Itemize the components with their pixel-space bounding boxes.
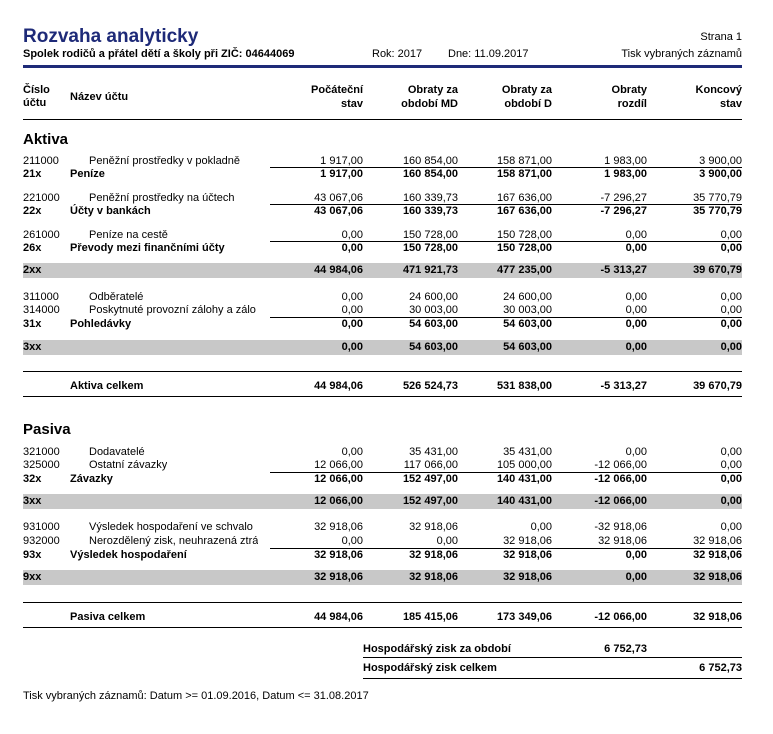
value-cell: 0,00 <box>720 291 742 303</box>
filter-footer: Tisk vybraných záznamů: Datum >= 01.09.2016, Datum <= 31.08.2017 <box>23 690 369 702</box>
value-cell: 160 339,73 <box>402 192 458 204</box>
value-cell: 0,00 <box>341 242 363 254</box>
account-name: Nerozdělený zisk, neuhrazená ztrá <box>89 535 259 547</box>
value-cell: -12 066,00 <box>594 495 647 507</box>
value-cell: 0,00 <box>625 318 647 330</box>
account-name: Výsledek hospodaření <box>70 549 187 561</box>
value-cell: 1 983,00 <box>604 155 647 167</box>
value-cell: 0,00 <box>720 521 742 533</box>
account-name: Peníze <box>70 168 105 180</box>
account-code: 314000 <box>23 304 60 316</box>
report-year: Rok: 2017 <box>372 48 423 60</box>
account-code: 221000 <box>23 192 60 204</box>
value-cell: 39 670,79 <box>693 264 742 276</box>
account-name: Peněžní prostředky v pokladně <box>89 155 241 167</box>
account-name: Pasiva celkem <box>70 611 146 623</box>
value-cell: 0,00 <box>341 341 363 353</box>
account-code: 325000 <box>23 459 60 471</box>
account-code: 321000 <box>23 446 60 458</box>
value-cell: 185 415,06 <box>402 611 458 623</box>
value-cell: 160 854,00 <box>402 168 458 180</box>
value-cell: 54 603,00 <box>409 318 458 330</box>
value-cell: 32 918,06 <box>503 535 552 547</box>
summary-rule <box>363 657 742 658</box>
profit-period-value: 6 752,73 <box>604 643 647 655</box>
value-cell: 43 067,06 <box>314 205 363 217</box>
account-name: Peníze na cestě <box>89 229 168 241</box>
value-cell: -12 066,00 <box>594 611 647 623</box>
profit-total-label: Hospodářský zisk celkem <box>363 662 497 674</box>
account-code: 9xx <box>23 571 42 583</box>
value-cell: -32 918,06 <box>594 521 647 533</box>
subtotal-rule <box>270 167 742 168</box>
value-cell: 32 918,06 <box>314 521 363 533</box>
value-cell: 32 918,06 <box>503 549 552 561</box>
value-cell: 3 900,00 <box>699 155 742 167</box>
value-cell: 0,00 <box>625 291 647 303</box>
value-cell: 0,00 <box>720 495 742 507</box>
col-closing-line2: stav <box>719 98 742 110</box>
col-turnover-d-line2: období D <box>504 98 552 110</box>
section-heading-aktiva: Aktiva <box>23 131 69 148</box>
print-mode: Tisk vybraných záznamů <box>621 48 742 60</box>
value-cell: 152 497,00 <box>402 473 458 485</box>
value-cell: 44 984,06 <box>314 264 363 276</box>
columns-rule <box>23 119 742 120</box>
subtotal-rule <box>270 317 742 318</box>
value-cell: 32 918,06 <box>693 611 742 623</box>
value-cell: 0,00 <box>530 521 552 533</box>
value-cell: 140 431,00 <box>496 473 552 485</box>
value-cell: 24 600,00 <box>503 291 552 303</box>
profit-total-value: 6 752,73 <box>699 662 742 674</box>
value-cell: 3 900,00 <box>699 168 742 180</box>
value-cell: 160 339,73 <box>402 205 458 217</box>
value-cell: 117 066,00 <box>403 459 458 471</box>
value-cell: 24 600,00 <box>409 291 458 303</box>
col-account-no-line1: Číslo <box>23 84 50 96</box>
section-heading-pasiva: Pasiva <box>23 421 71 438</box>
account-code: 31x <box>23 318 42 330</box>
account-code: 931000 <box>23 521 60 533</box>
value-cell: 0,00 <box>625 242 647 254</box>
value-cell: 0,00 <box>720 459 742 471</box>
value-cell: 167 636,00 <box>496 205 552 217</box>
value-cell: 526 524,73 <box>402 380 458 392</box>
value-cell: 12 066,00 <box>314 459 363 471</box>
value-cell: 1 917,00 <box>320 168 363 180</box>
value-cell: 32 918,06 <box>693 549 742 561</box>
value-cell: 160 854,00 <box>402 155 458 167</box>
value-cell: 0,00 <box>436 535 458 547</box>
value-cell: 0,00 <box>625 446 647 458</box>
value-cell: 32 918,06 <box>503 571 552 583</box>
account-code: 21x <box>23 168 42 180</box>
value-cell: 0,00 <box>341 291 363 303</box>
total-top-rule <box>23 371 742 372</box>
account-name: Závazky <box>70 473 113 485</box>
value-cell: 0,00 <box>625 229 647 241</box>
profit-period-label: Hospodářský zisk za období <box>363 643 511 655</box>
value-cell: 158 871,00 <box>496 155 552 167</box>
value-cell: 32 918,06 <box>598 535 647 547</box>
value-cell: 54 603,00 <box>409 341 458 353</box>
value-cell: 0,00 <box>625 571 647 583</box>
value-cell: 32 918,06 <box>409 549 458 561</box>
value-cell: -12 066,00 <box>594 473 647 485</box>
account-name: Účty v bankách <box>70 205 151 217</box>
value-cell: 0,00 <box>720 341 742 353</box>
total-bottom-rule <box>23 396 742 397</box>
value-cell: 0,00 <box>625 549 647 561</box>
value-cell: 0,00 <box>341 318 363 330</box>
value-cell: 32 918,06 <box>409 521 458 533</box>
value-cell: 105 000,00 <box>496 459 552 471</box>
total-bottom-rule <box>23 627 742 628</box>
account-code: 22x <box>23 205 42 217</box>
value-cell: 0,00 <box>341 446 363 458</box>
value-cell: 32 918,06 <box>693 535 742 547</box>
value-cell: 0,00 <box>625 341 647 353</box>
report-date: Dne: 11.09.2017 <box>448 48 529 60</box>
value-cell: 140 431,00 <box>496 495 552 507</box>
account-code: 2xx <box>23 264 42 276</box>
account-code: 311000 <box>23 291 59 303</box>
account-code: 932000 <box>23 535 60 547</box>
subtotal-rule <box>270 472 742 473</box>
header-rule <box>23 65 742 68</box>
value-cell: 12 066,00 <box>314 495 363 507</box>
account-name: Pohledávky <box>70 318 132 330</box>
value-cell: -5 313,27 <box>600 264 647 276</box>
account-code: 261000 <box>23 229 60 241</box>
report-title: Rozvaha analyticky <box>23 26 199 47</box>
account-name: Ostatní závazky <box>89 459 168 471</box>
account-code: 93x <box>23 549 42 561</box>
col-turnover-d-line1: Obraty za <box>501 84 552 96</box>
account-code: 3xx <box>23 495 42 507</box>
subtotal-rule <box>270 548 742 549</box>
value-cell: 44 984,06 <box>314 380 363 392</box>
value-cell: 0,00 <box>341 229 363 241</box>
value-cell: 32 918,06 <box>693 571 742 583</box>
value-cell: 0,00 <box>720 242 742 254</box>
account-name: Dodavatelé <box>89 446 145 458</box>
subtotal-rule <box>270 241 742 242</box>
page-number: Strana 1 <box>700 31 742 43</box>
value-cell: 152 497,00 <box>402 495 458 507</box>
col-account-name: Název účtu <box>70 91 129 103</box>
value-cell: 471 921,73 <box>402 264 458 276</box>
value-cell: 0,00 <box>341 535 363 547</box>
value-cell: 0,00 <box>341 304 363 316</box>
value-cell: 0,00 <box>720 446 742 458</box>
col-turnover-md-line2: období MD <box>401 98 458 110</box>
value-cell: 0,00 <box>720 318 742 330</box>
value-cell: 0,00 <box>720 304 742 316</box>
value-cell: 30 003,00 <box>503 304 552 316</box>
value-cell: 1 917,00 <box>320 155 363 167</box>
value-cell: 43 067,06 <box>314 192 363 204</box>
value-cell: 150 728,00 <box>496 229 552 241</box>
summary-bottom-rule <box>363 678 742 679</box>
value-cell: 158 871,00 <box>496 168 552 180</box>
account-code: 32x <box>23 473 42 485</box>
value-cell: 32 918,06 <box>409 571 458 583</box>
value-cell: 35 770,79 <box>693 192 742 204</box>
value-cell: 0,00 <box>625 304 647 316</box>
value-cell: 35 431,00 <box>503 446 552 458</box>
value-cell: 0,00 <box>720 229 742 241</box>
col-turnover-diff-line2: rozdíl <box>617 98 647 110</box>
total-top-rule <box>23 602 742 603</box>
account-name: Poskytnuté provozní zálohy a zálo <box>89 304 256 316</box>
value-cell: 150 728,00 <box>496 242 552 254</box>
account-code: 26x <box>23 242 42 254</box>
value-cell: 477 235,00 <box>496 264 552 276</box>
subtotal-rule <box>270 204 742 205</box>
value-cell: 1 983,00 <box>604 168 647 180</box>
value-cell: 35 770,79 <box>693 205 742 217</box>
value-cell: 12 066,00 <box>314 473 363 485</box>
col-opening-line2: stav <box>340 98 363 110</box>
account-name: Aktiva celkem <box>70 380 144 392</box>
value-cell: 0,00 <box>720 473 742 485</box>
account-name: Převody mezi finančními účty <box>70 242 225 254</box>
value-cell: 44 984,06 <box>314 611 363 623</box>
organization-name: Spolek rodičů a přátel dětí a školy při ZIČ: 04644069 <box>23 48 295 60</box>
account-name: Výsledek hospodaření ve schvalo <box>89 521 253 533</box>
value-cell: 531 838,00 <box>496 380 552 392</box>
col-turnover-diff-line1: Obraty <box>611 84 647 96</box>
value-cell: 32 918,06 <box>314 571 363 583</box>
value-cell: -7 296,27 <box>600 205 647 217</box>
account-name: Peněžní prostředky na účtech <box>89 192 235 204</box>
value-cell: 39 670,79 <box>693 380 742 392</box>
value-cell: 32 918,06 <box>314 549 363 561</box>
value-cell: 35 431,00 <box>409 446 458 458</box>
value-cell: -5 313,27 <box>600 380 647 392</box>
col-turnover-md-line1: Obraty za <box>407 84 458 96</box>
value-cell: 54 603,00 <box>503 318 552 330</box>
col-opening-line1: Počáteční <box>311 84 363 96</box>
value-cell: 150 728,00 <box>402 229 458 241</box>
value-cell: -12 066,00 <box>594 459 647 471</box>
account-code: 3xx <box>23 341 42 353</box>
value-cell: 150 728,00 <box>402 242 458 254</box>
col-closing-line1: Koncový <box>695 84 742 96</box>
col-account-no-line2: účtu <box>23 97 47 109</box>
value-cell: 173 349,06 <box>496 611 552 623</box>
value-cell: 30 003,00 <box>409 304 458 316</box>
value-cell: 167 636,00 <box>496 192 552 204</box>
account-name: Odběratelé <box>89 291 144 303</box>
value-cell: 54 603,00 <box>503 341 552 353</box>
account-code: 211000 <box>23 155 59 167</box>
value-cell: -7 296,27 <box>600 192 647 204</box>
